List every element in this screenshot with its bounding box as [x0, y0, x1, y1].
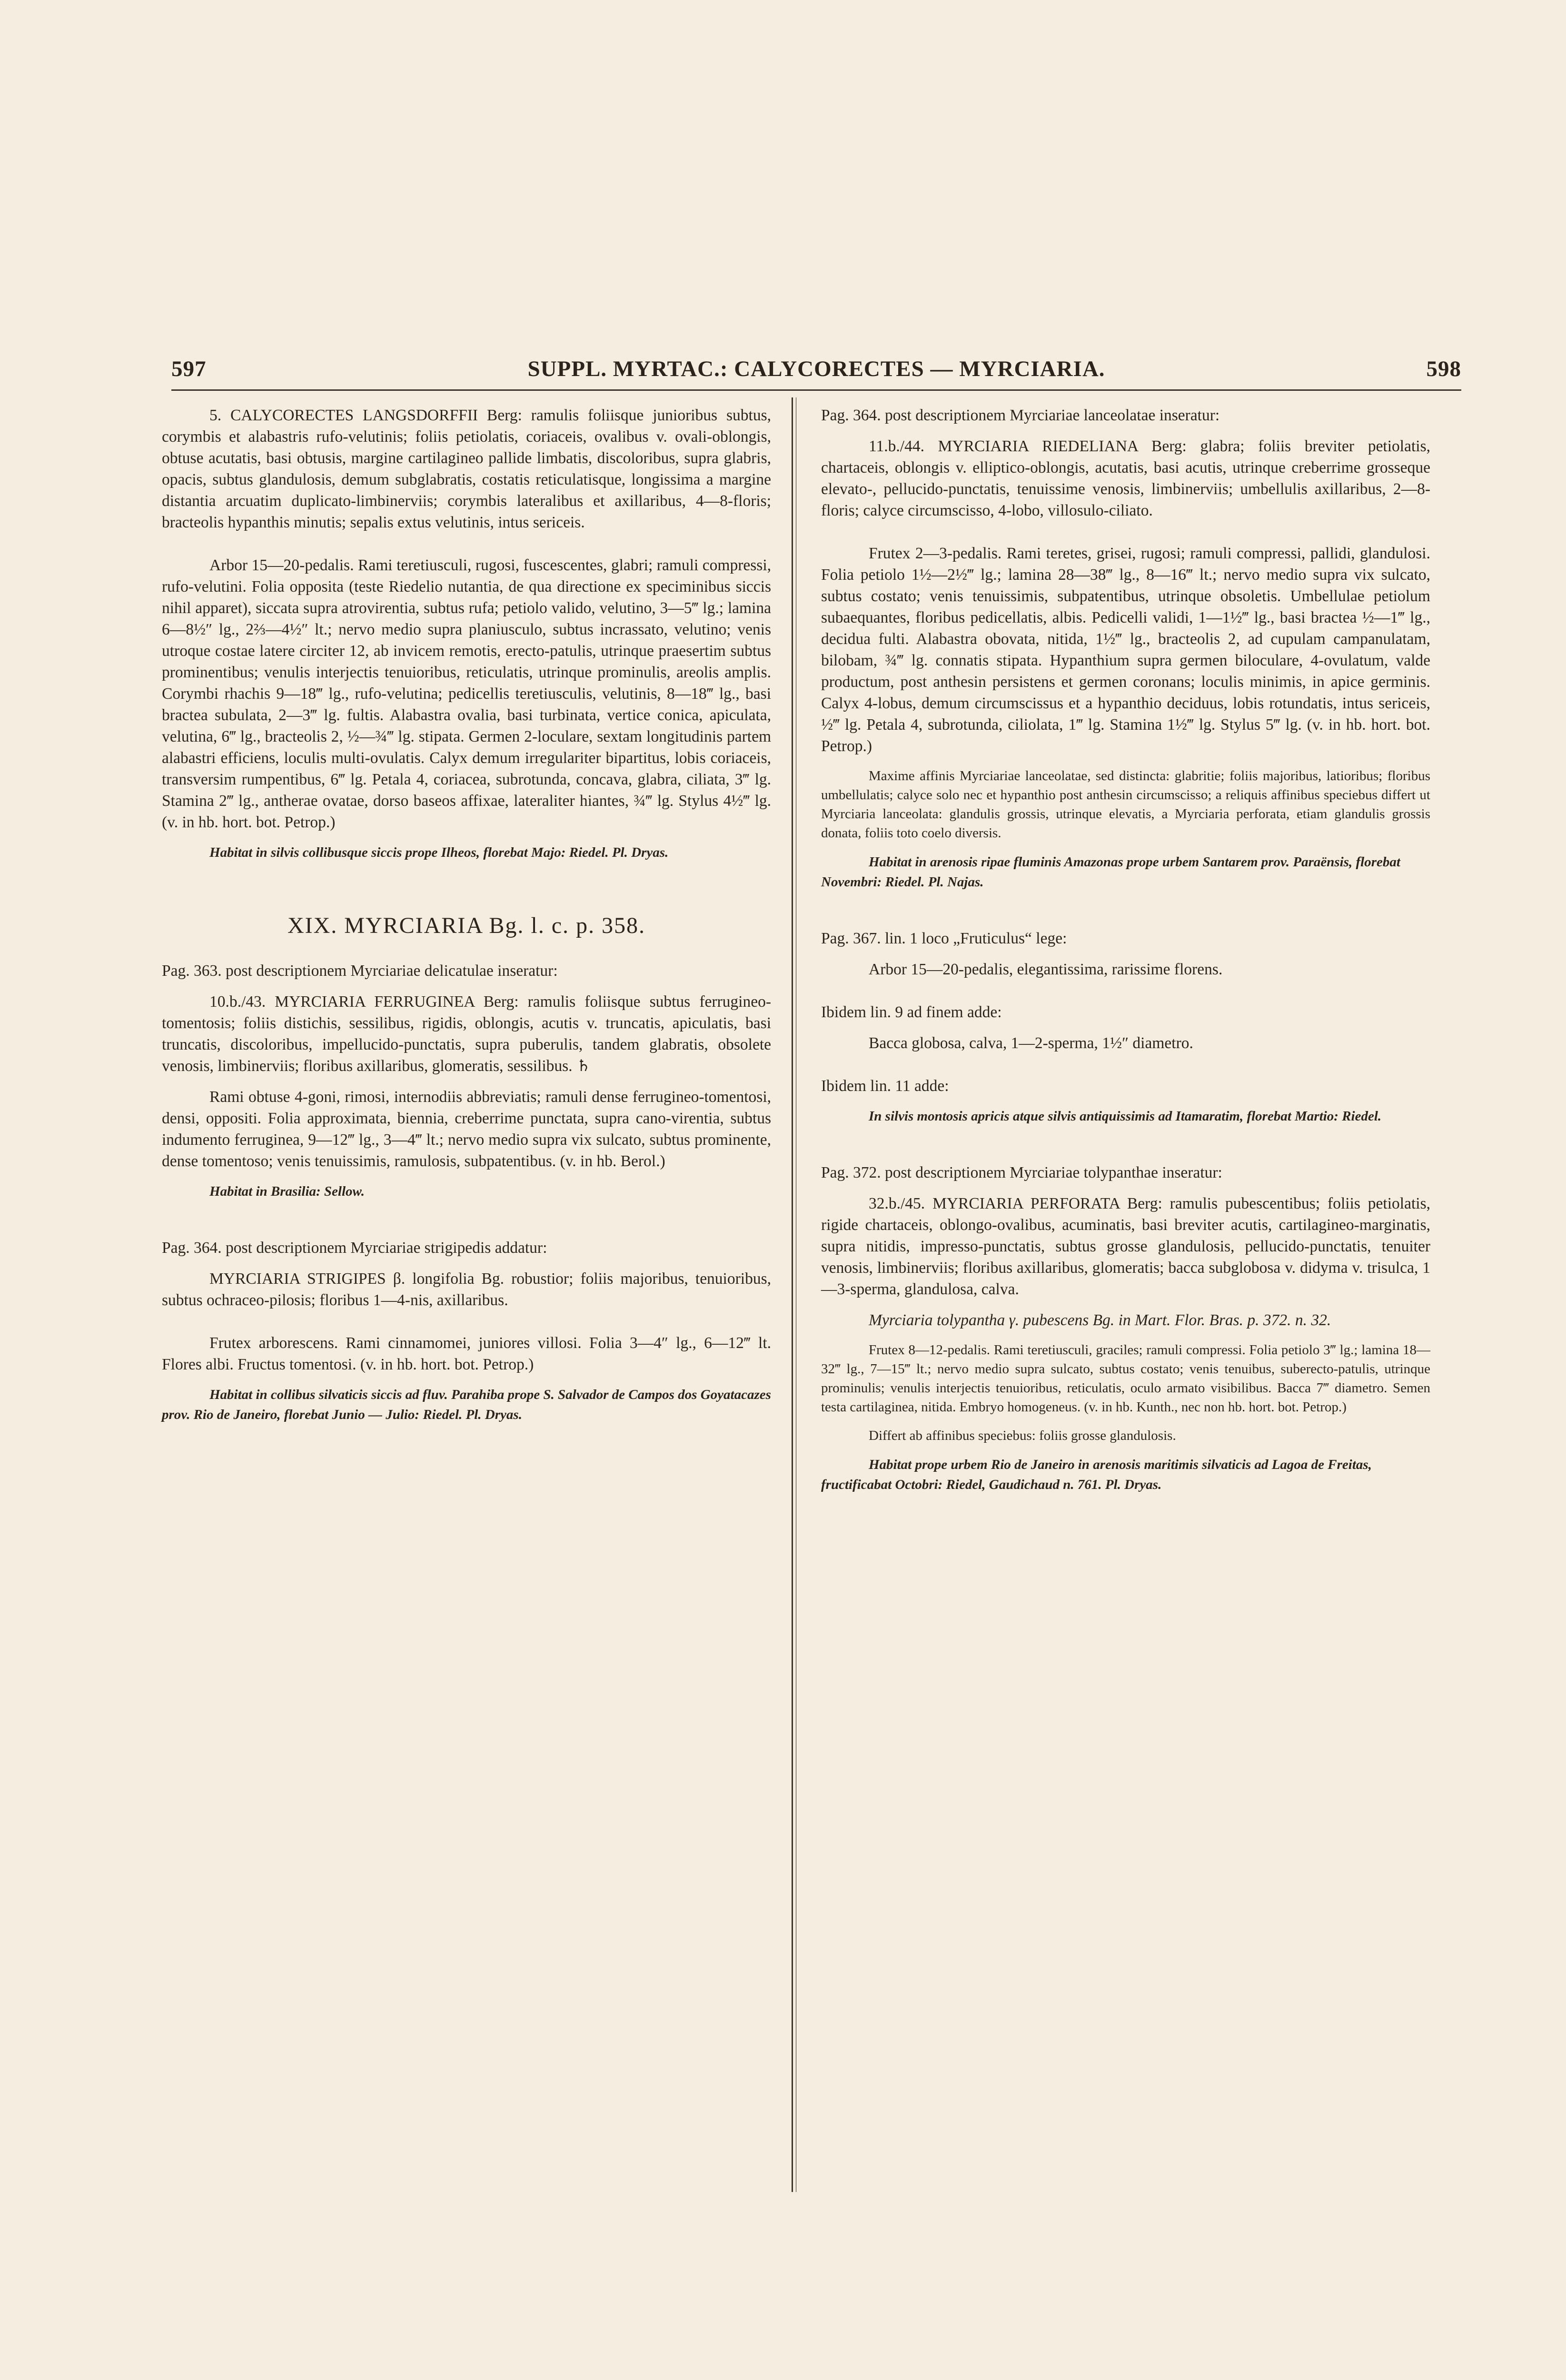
habitat-note: Habitat in silvis collibusque siccis prope Ilheos, florebat Majo: Riedel. Pl. Dryas. [209, 845, 669, 860]
species-description: Frutex 2—3-pedalis. Rami teretes, grisei, rugosi; ramuli compressi, pallidi, glandulosi. Folia petiolo 1½—2½‴ lg.; lamina 28—38‴ lg., 8—16‴ lt.; nervo medio supra vix sulcato, subtus costato; venis tenuissimis, subpatentibus, utrinque obsoletis. Umbellulae petiolum subaequantes, floribus pedicellatis, albis. Pedicelli validi, 1—1½‴ lg., basi bractea ½—1‴ lg., decidua fulti. Alabastra obovata, nitida, 1½‴ lg., bracteolis 2, ad cupulam campanulatam, bilobam, ¾‴ lg. connatis stipata. Hypanthium supra germen biloculare, 4-ovulatum, valde productum, post anthesin persistens et germen coronans; loculis minimis, in apice germinis. Calyx 4-lobus, demum circumscissus et a hypanthio deciduus, lobis rotundatis, intus sericeis, ½‴ lg. Petala 4, subrotunda, ciliolata, 1‴ lg. Stamina 1½‴ lg. Stylus 5‴ lg. (v. in hb. hort. bot. Petrop.) [821, 545, 1430, 755]
insertion-note: Pag. 364. post descriptionem Myrciariae lanceolatae inseratur: [821, 407, 1220, 424]
correction-note: Ibidem lin. 11 adde: [821, 1077, 949, 1095]
header-rule [171, 389, 1461, 391]
affinity-note: Maxime affinis Myrciariae lanceolatae, sed distincta: glabritie; foliis majoribus, latioribus; floribus umbellulatis; calyce solo nec et hypanthio post anthesin circumscisso; a reliquis affinibus speciebus differt ut Myrciaria lanceolata: glandulis grossis, utrinque elevatis, a Myrciaria perforata, etiam glandulis grossis donata, foliis toto coelo diversis. [821, 768, 1430, 841]
insertion-note: Pag. 364. post descriptionem Myrciariae strigipedis addatur: [162, 1239, 547, 1257]
correction-note: Pag. 367. lin. 1 loco „Fruticulus“ lege: [821, 930, 1067, 947]
variety-diagnosis: MYRCIARIA STRIGIPES β. longifolia Bg. robustior; foliis majoribus, tenuioribus, subtus ochraceo-pilosis; floribus 1—4-nis, axillaribus. [162, 1270, 771, 1309]
habitat-note: Habitat in collibus silvaticis siccis ad fluv. Parahiba prope S. Salvador de Campos dos Goyatacazes prov. Rio de Janeiro, florebat Junio — Julio: Riedel. Pl. Dryas. [162, 1387, 771, 1422]
differentia-note: Differt ab affinibus speciebus: foliis grosse glandulosis. [869, 1428, 1176, 1443]
synonym-citation: Myrciaria tolypantha γ. pubescens Bg. in Mart. Flor. Bras. p. 372. n. 32. [869, 1311, 1331, 1329]
habitat-note: Habitat in Brasilia: Sellow. [209, 1184, 365, 1199]
habitat-note: Habitat in arenosis ripae fluminis Amazonas prope urbem Santarem prov. Paraënsis, florebat Novembri: Riedel. Pl. Najas. [821, 854, 1400, 890]
correction-text: Bacca globosa, calva, 1—2-sperma, 1½″ diametro. [869, 1034, 1193, 1052]
page-number-left: 597 [171, 357, 207, 381]
species-diagnosis: 11.b./44. MYRCIARIA RIEDELIANA Berg: glabra; foliis breviter petiolatis, chartaceis, oblongis v. elliptico-oblongis, acutatis, basi acutis, utrinque creberrime grosseque elevato-, pellucido-punctatis, tenuissime venosis, limbinerviis; umbellulis axillaribus, 2—8-floris; calyce circumscisso, 4-lobo, villosulo-ciliato. [821, 437, 1430, 519]
column-divider [792, 397, 793, 2192]
running-title: SUPPL. MYRTAC.: CALYCORECTES — MYRCIARIA. [527, 357, 1105, 381]
correction-text: Arbor 15—20-pedalis, elegantissima, rarissime florens. [869, 961, 1223, 978]
species-diagnosis: 32.b./45. MYRCIARIA PERFORATA Berg: ramulis pubescentibus; foliis petiolatis, rigide chartaceis, oblongo-ovalibus, acuminatis, basi breviter acutis, cartilagineo-marginatis, supra nitidis, impresso-punctatis, subtus grosse glandulosis, pellucido-punctatis, tenuiter venosis, limbinerviis; floribus axillaribus, glomeratis; bacca subglobosa v. didyma v. trisulca, 1—3-sperma, glandulosa, calva. [821, 1195, 1430, 1298]
species-diagnosis: 10.b./43. MYRCIARIA FERRUGINEA Berg: ramulis foliisque subtus ferrugineo-tomentosis; foliis distichis, sessilibus, rigidis, oblongis, acutis v. truncatis, apiculatis, basi truncatis, discoloribus, impellucido-punctatis, supra puberulis, tandem glabratis, obsolete venosis, limbinerviis; floribus axillaribus, glomeratis, sessilibus. ♄ [162, 993, 771, 1075]
left-column [162, 405, 771, 1425]
insertion-note: Pag. 363. post descriptionem Myrciariae delicatulae inseratur: [162, 962, 558, 980]
species-description: Rami obtuse 4-goni, rimosi, internodiis abbreviatis; ramuli dense ferrugineo-tomentosi, densi, oppositi. Folia approximata, biennia, creberrime punctata, supra cano-virentia, subtus indumento ferruginea, 9—12‴ lg., 3—4‴ lt.; nervo medio supra vix sulcato, subtus prominente, dense tomentoso; venis tenuissimis, ramulosis, subpatentibus. (v. in hb. Berol.) [162, 1088, 771, 1170]
section-heading: XIX. MYRCIARIA Bg. l. c. p. 358. [287, 913, 645, 938]
variety-description: Frutex arborescens. Rami cinnamomei, juniores villosi. Folia 3—4″ lg., 6—12‴ lt. Flores albi. Fructus tomentosi. (v. in hb. hort. bot. Petrop.) [162, 1334, 771, 1373]
species-description: Frutex 8—12-pedalis. Rami teretiusculi, graciles; ramuli compressi. Folia petiolo 3‴ lg.; lamina 18—32‴ lg., 7—15‴ lt.; nervo medio supra sulcato, subtus costato; venis tenuibus, suberecto-patulis, utrinque prominulis; venulis interjectis tenuioribus, reticulatis, oculo armato visibilibus. Bacca 7‴ diametro. Semen testa cartilaginea, nitida. Embryo homogeneus. (v. in hb. Kunth., nec non hb. hort. bot. Petrop.) [821, 1342, 1430, 1415]
habitat-note: In silvis montosis apricis atque silvis antiquissimis ad Itamaratim, florebat Martio: Riedel. [869, 1109, 1382, 1124]
running-header [171, 356, 1461, 389]
habitat-note: Habitat prope urbem Rio de Janeiro in arenosis maritimis silvaticis ad Lagoa de Freitas, fructificabat Octobri: Riedel, Gaudichaud n. 761. Pl. Dryas. [821, 1457, 1372, 1492]
correction-note: Ibidem lin. 9 ad finem adde: [821, 1003, 1002, 1021]
insertion-note: Pag. 372. post descriptionem Myrciariae tolypanthae inseratur: [821, 1164, 1222, 1181]
species-description: Arbor 15—20-pedalis. Rami teretiusculi, rugosi, fuscescentes, glabri; ramuli compressi, rufo-velutini. Folia opposita (teste Riedelio nutantia, de qua directione ex speciminibus siccis nihil apparet), siccata supra atrovirentia, subtus rufa; petiolo valido, velutino, 3—5‴ lg.; lamina 6—8½″ lg., 2⅔—4½″ lt.; nervo medio supra planiusculo, subtus incrassato, velutino; venis utroque costae latere circiter 12, ab invicem remotis, erecto-patulis, utrinque praesertim subtus prominentibus; venulis interjectis tenuioribus, reticulatis, utrinque prominulis, areolis amplis. Corymbi rhachis 9—18‴ lg., rufo-velutina; pedicellis teretiusculis, velutinis, 8—18‴ lg., basi bractea subulata, 2—3‴ lg. fultis. Alabastra ovalia, basi turbinata, vertice conica, apiculata, velutina, 6‴ lg., bracteolis 2, ½—¾‴ lg. stipata. Germen 2-loculare, sextam longitudinis partem alabastri efficiens, loculis multi-ovulatis. Calyx demum irregulariter bipartitus, lobis coriaceis, transversim rumpentibus, 6‴ lg. Petala 4, coriacea, subrotunda, concava, glabra, ciliata, 3‴ lg. Stamina 2‴ lg., antherae ovatae, dorso baseos affixae, lateraliter hiantes, ¾‴ lg. Stylus 4½‴ lg. (v. in hb. hort. bot. Petrop.) [162, 556, 771, 831]
right-column [821, 405, 1430, 1495]
page-number-right: 598 [1426, 357, 1461, 381]
species-diagnosis: 5. CALYCORECTES LANGSDORFFII Berg: ramulis foliisque junioribus subtus, corymbis et alabastris rufo-velutinis; foliis petiolatis, coriaceis, ovalibus v. ovali-oblongis, obtuse acutatis, basi obtusis, margine cartilagineo pallide limbatis, discoloribus, supra glabris, opacis, subtus glandulosis, demum subglabratis, costatis reticulatisque, longissima a margine distantia arcuatim duplicato-limbinerviis; corymbis lateralibus et axillaribus, 4—8-floris; bracteolis hypanthis minutis; sepalis extus velutinis, intus sericeis. [162, 407, 771, 531]
